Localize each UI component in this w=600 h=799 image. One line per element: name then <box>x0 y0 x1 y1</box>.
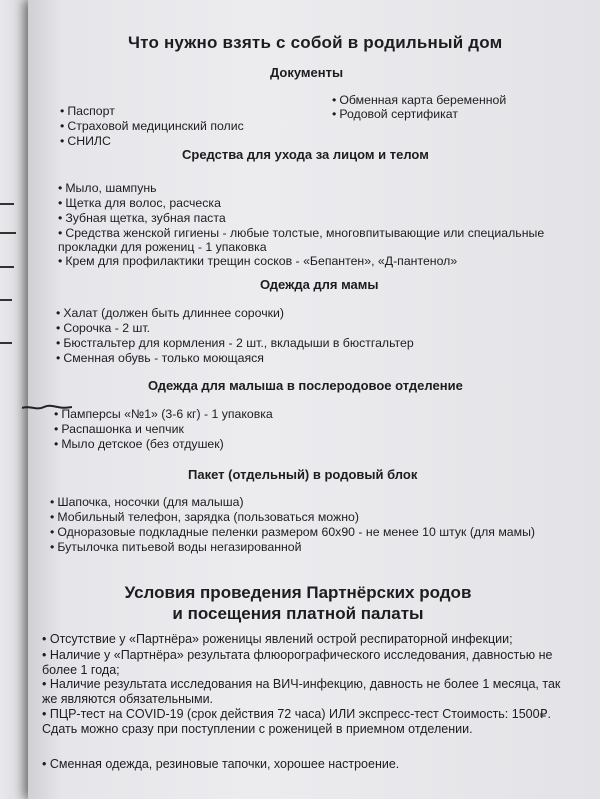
list-item: • Щетка для волос, расческа <box>58 196 221 210</box>
binder-mark <box>0 342 12 344</box>
section-heading-delivery-bag: Пакет (отдельный) в родовый блок <box>188 467 418 482</box>
list-item-continuation: прокладки для рожениц - 1 упаковка <box>58 240 267 254</box>
conditions-title-line1: Условия проведения Партнёрских родов <box>124 583 472 602</box>
condition-item: • ПЦР-тест на COVID-19 (срок действия 72 часа) ИЛИ экспресс-тест Стоимость: 1500₽. Сдать можно сразу при поступлении с роженицей в приемном отделении. <box>42 707 551 736</box>
list-item: • Распашонка и чепчик <box>54 422 184 436</box>
list-item: • Мыло детское (без отдушек) <box>54 437 224 451</box>
section-heading-mom-clothes: Одежда для мамы <box>260 277 379 292</box>
binder-mark <box>0 232 16 234</box>
binder-mark <box>0 299 12 301</box>
condition-item: • Отсутствие у «Партнёра» роженицы явлений острой респираторной инфекции; <box>42 632 513 646</box>
list-item: • Сорочка - 2 шт. <box>56 321 151 335</box>
condition-item: • Наличие у «Партнёра» результата флюорографического исследования, давностью не более 1 года; <box>42 648 553 677</box>
condition-item: • Наличие результата исследования на ВИЧ-инфекцию, давность не более 1 месяца, так же являются обязательными. <box>42 677 561 706</box>
section-heading-baby-clothes: Одежда для малыша в послеродовое отделение <box>148 378 463 393</box>
list-item: • Шапочка, носочки (для малыша) <box>50 495 244 509</box>
list-item: • СНИЛС <box>60 134 111 148</box>
list-item: • Крем для профилактики трещин сосков - «Бепантен», «Д-пантенол» <box>58 254 458 268</box>
section-heading-documents: Документы <box>270 65 344 80</box>
condition-item: • Сменная одежда, резиновые тапочки, хорошее настроение. <box>42 757 400 771</box>
list-item: • Мобильный телефон, зарядка (пользоваться можно) <box>50 510 359 524</box>
list-item: • Памперсы «№1» (3-6 кг) - 1 упаковка <box>54 407 273 421</box>
section-heading-hygiene: Средства для ухода за лицом и телом <box>182 147 429 162</box>
list-item: • Паспорт <box>60 104 115 118</box>
conditions-title-line2: и посещения платной палаты <box>172 604 424 623</box>
binder-mark <box>0 203 14 205</box>
list-item: • Бюстгальтер для кормления - 2 шт., вкладыши в бюстгальтер <box>56 336 414 350</box>
list-item: • Мыло, шампунь <box>58 181 157 195</box>
list-item: • Родовой сертификат <box>332 107 458 121</box>
list-item: • Обменная карта беременной <box>332 93 507 107</box>
page-title: Что нужно взять с собой в родильный дом <box>128 33 503 52</box>
document-sheet <box>28 0 600 799</box>
binder-mark <box>0 266 14 268</box>
list-item: • Сменная обувь - только моющаяся <box>56 351 264 365</box>
list-item: • Зубная щетка, зубная паста <box>58 211 226 225</box>
list-item: • Халат (должен быть длиннее сорочки) <box>56 306 284 320</box>
list-item: • Одноразовые подкладные пеленки размером 60х90 - не менее 10 штук (для мамы) <box>50 525 536 539</box>
list-item: • Бутылочка питьевой воды негазированной <box>50 540 302 554</box>
list-item: • Страховой медицинский полис <box>60 119 244 133</box>
list-item: • Средства женской гигиены - любые толстые, многовпитывающие или специальные <box>58 226 545 240</box>
